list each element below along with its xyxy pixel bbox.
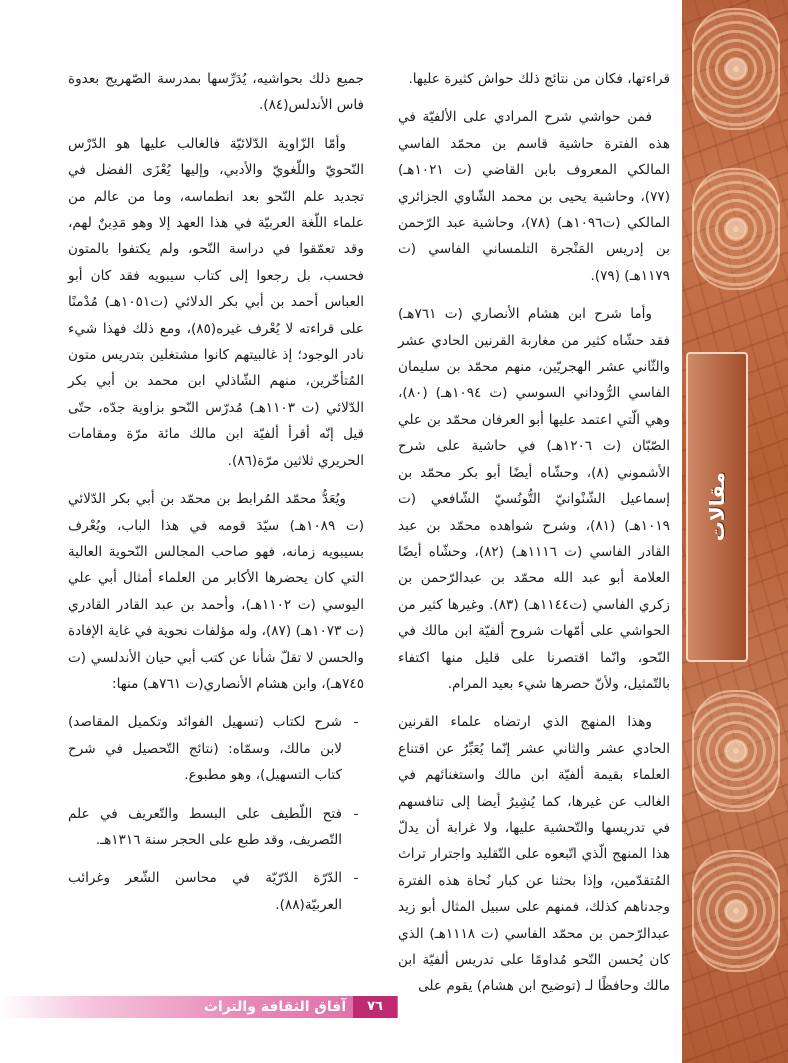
- list-item: [68, 865, 364, 918]
- paragraph: وأما شرح ابن هشام الأنصاري (ت ٧٦١هـ) فقد حشّاه كثير من مغاربة القرنين الحادي عشر والثّاني عشر الهجريّين، منهم محمّد بن سليمان الفاسي الرُّوداني السوسي (ت ١٠٩٤هـ) (٨٠)، وهي الّتي اعتمد عليها أبو العرفان محمّد بن علي الصّبّان (ت ١٢٠٦هـ) في حاشية على شرح الأشموني (٨)، وحشّاه أيضًا أبو بكر محمّد بن إسماعيل الشّنْوانيّ التُّونُسيّ الشّافعي (ت ١٠١٩هـ) (٨١)، وشرح شواهده محمّد بن عبد القادر الفاسي (ت ١١١٦هـ) (٨٢)، وحشّاه أيضًا العلامة أبو عبد الله محمّد بن عبدالرّحمن بن زكري الفاسي (ت١١٤٤هـ) (٨٣). وغيرها كثير من الحواشي على أمّهات شروح ألفيّة ابن مالك في النّحو، وانّما اقتصرنا على قليل منها اكتفاء بالتّمثيل، ولأنّ حصرها شيء بعيد المرام.: [398, 306, 670, 692]
- works-list: [68, 709, 364, 918]
- list-item-text: شرح لكتاب (تسهيل الفوائد وتكميل المقاصد) لابن مالك، وسمّاه: (نتائج التّحصيل في شرح كتاب التسهيل)، وهو مطبوع.: [68, 714, 342, 784]
- paragraph: فمن حواشي شرح المرادي على الألفيّة في هذه الفترة حاشية قاسم بن محمّد الفاسي المالكي المعروف بابن القاضي (ت ١٠٢١هـ) (٧٧)، وحاشية يحيى بن محمد الشّاوي الجزائري المالكي (ت١٠٩٦هـ) (٧٨)، وحاشية عبد الرّحمن بن إدريس المَنْجرة التلمساني الفاسي (ت ١١٧٩هـ) (٧٩).: [398, 109, 670, 284]
- paragraph: وأمّا الزّاوية الدّلائيّة فالغالب عليها هو الدّرْس النّحويّ واللّغويّ والأدبي، وإليها يُعْزَى الفضل في تجديد علم النّحو بعد انطماسه، وما من عالم من علماء اللّغة العربيّة في هذا العهد إلا وهو مَدِينٌ لهم، وقد تعمّقوا في دراسة النّحو، ولم يكتفوا بالمتون فحسب، بل رجعوا إلى كتاب سيبويه فقد كان أبو العباس أحمد بن أبي بكر الدلائي (ت١٠٥١هـ) مُدْمنًا على قراءته لا يُعْرف غيره(٨٥)، ومع ذلك فهذا شيء نادر الوجود؛ إذ غالبيتهم كانوا مشتغلين بتدريس متون المُتأخّرين، منهم الشّاذلي ابن محمد بن أبي بكر الدّلائي (ت ١١٠٣هـ) مُدرّس النّحو بزاوية جدّه، حتّى قيل إنّه أقرأ ألفيّة ابن مالك مائة مرّة ومقامات الحريري ثلاثين مرّة(٨٦).: [68, 135, 365, 469]
- section-label: مقالات: [705, 472, 729, 542]
- section-tab: [686, 352, 748, 662]
- paragraph: وهذا المنهج الذي ارتضاه علماء القرنين الحادي عشر والثاني عشر إنّما يُعَبِّرُ عن اقتناع العلماء بقيمة ألفيّة ابن مالك واستغنائهم في الغالب عن غيرها، كما يُشِيرُ أيضا إلى تنافسهم في تدريسها والتّحشية عليها، ولا غرابة أن يدلّ هذا المنهج الّذي اتّبعوه على التّقليد واجترار تراث المُتقدّمين، وإذا بحثنا عن كبار نُحاة هذه الفترة وجدناهم كذلك، فمنهم على سبيل المثال أبو زيد عبدالرّحمن بن محمّد الفاسي (ت ١١١٨هـ) الذي كان يُحسن النّحو مُداومًا على تدريس ألفيّة ابن مالك وحافظًا لـ (توضيح ابن هشام) يقوم على: [398, 714, 670, 995]
- list-item: [68, 801, 364, 854]
- page-number: ٧٦: [353, 996, 397, 1018]
- arabesque-ornament-icon: [692, 690, 780, 812]
- list-item-text: الدّرّة الدّرّيّة في محاسن الشّعر وغرائب العربيّة(٨٨).: [68, 870, 342, 913]
- arabesque-ornament-icon: [692, 8, 780, 130]
- right-column: [398, 66, 670, 1012]
- list-dash-icon: -: [353, 714, 359, 731]
- arabesque-ornament-icon: [692, 850, 780, 972]
- paragraph: جميع ذلك بحواشيه، يُدَرِّسها بمدرسة الصّهريج بعدوة فاس الأندلس(٨٤).: [68, 71, 364, 114]
- list-item: [68, 709, 364, 788]
- paragraph: ويُعَدُّ محمّد المُرابط بن محمّد بن أبي بكر الدّلائي (ت ١٠٨٩هـ) سيّدَ قومه في هذا الباب، ويُعْرف بسيبويه زمانه، فهو صاحب المجالس النّحوية العالية التي كان يحضرها الأكابر من العلماء أمثال أبي علي اليوسي (ت ١١٠٢هـ)، وأحمد بن عبد القادر القادري (ت ١٠٧٣هـ) (٨٧)، وله مؤلفات نحوية في غاية الإفادة والحسن لا تقلّ شأنا عن كتب أبي حيان الأندلسي (ت ٧٤٥هـ)، وابن هشام الأنصاري(ت ٧٦١هـ) منها:: [68, 491, 364, 692]
- arabesque-ornament-icon: [692, 168, 780, 290]
- list-dash-icon: -: [353, 805, 359, 822]
- journal-title: آفاق الثقافة والتراث: [203, 999, 347, 1015]
- paragraph: قراءتها، فكان من نتائج ذلك حواش كثيرة عليها.: [408, 71, 670, 87]
- list-dash-icon: -: [353, 870, 359, 887]
- decorative-side-band: [682, 0, 788, 1063]
- list-item-text: فتح اللّطيف على البسط والتّعريف في علم التّصريف، وقد طبع على الحجر سنة ١٣١٦هـ.: [68, 805, 342, 848]
- left-column: [68, 66, 364, 930]
